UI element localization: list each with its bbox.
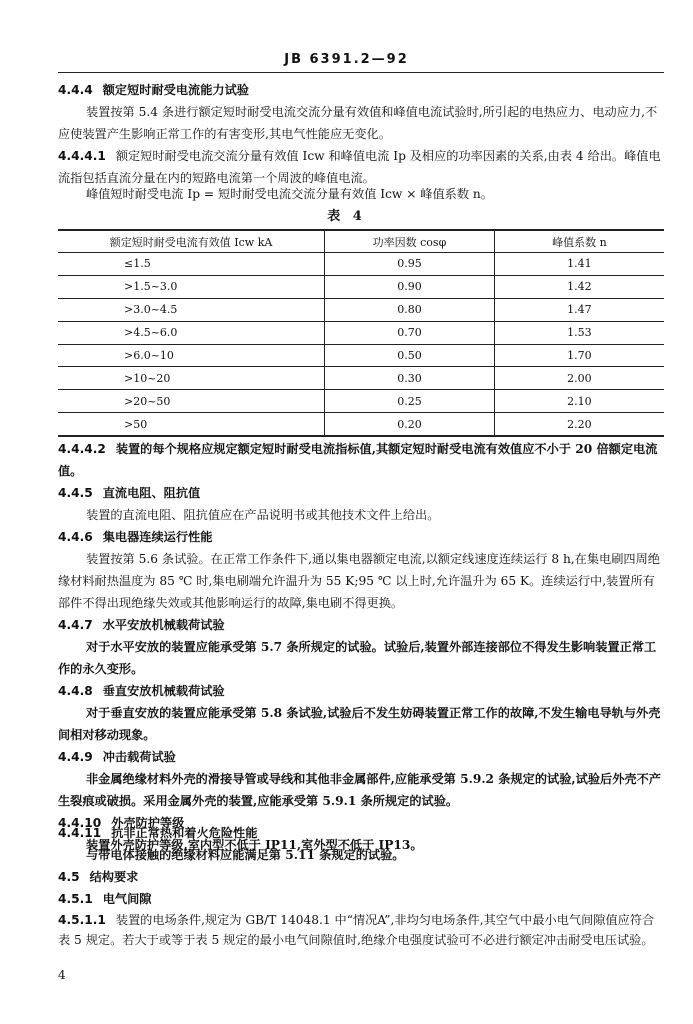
cell-current: >20~50 bbox=[58, 390, 325, 413]
section-number: 4.4.10 bbox=[58, 816, 102, 830]
section-4-4-11-heading bbox=[58, 822, 664, 844]
section-number: 4.4.4.2 bbox=[58, 442, 106, 456]
section-title: 垂直安放机械载荷试验 bbox=[102, 684, 225, 698]
page-number: 4 bbox=[58, 968, 66, 982]
cell-current: >10~20 bbox=[58, 367, 325, 390]
cell-current: >6.0~10 bbox=[58, 344, 325, 367]
section-4-4-7-paragraph: 对于水平安放的装置应能承受第 5.7 条所规定的试验。试验后,装置外部连接部位不得发生影响装置正常工作的永久变形。 bbox=[58, 640, 657, 676]
cell-power-factor: 0.80 bbox=[325, 298, 495, 321]
section-title: 冲击载荷试验 bbox=[102, 750, 176, 764]
section-number: 4.4.6 bbox=[58, 530, 93, 544]
cell-power-factor: 0.25 bbox=[325, 390, 495, 413]
section-title: 结构要求 bbox=[89, 870, 139, 884]
section-4-4-6-heading bbox=[58, 526, 664, 548]
section-4-4-11-paragraph: 与带电体接触的绝缘材料应能满足第 5.11 条规定的试验。 bbox=[86, 848, 405, 862]
section-4-4-9-paragraph: 非金属绝缘材料外壳的滑接导管或导线和其他非金属部件,应能承受第 5.9.2 条规定的试验,试验后外壳不产生裂痕或破损。采用金属外壳的装置,应能承受第 5.9.1 条所规定的试验。 bbox=[58, 772, 661, 808]
cell-power-factor: 0.90 bbox=[325, 275, 495, 298]
table-row bbox=[58, 367, 664, 390]
section-title: 集电器连续运行性能 bbox=[102, 530, 213, 544]
paragraph-text: 额定短时耐受电流交流分量有效值 Icw 和峰值电流 Ip 及相应的功率因素的关系,由表 4 给出。峰值电流指包括直流分量在内的短路电流第一个周波的峰值电流。 bbox=[58, 149, 661, 185]
section-title: 直流电阻、阻抗值 bbox=[102, 486, 201, 500]
section-number: 4.4.11 bbox=[58, 826, 102, 840]
table-row bbox=[58, 390, 664, 413]
cell-peak-factor: 2.20 bbox=[494, 413, 664, 436]
section-4-5-1-heading bbox=[58, 888, 664, 910]
cell-power-factor: 0.95 bbox=[325, 253, 495, 276]
section-4-5-heading bbox=[58, 866, 664, 888]
cell-current: >50 bbox=[58, 413, 325, 436]
section-4-4-8-paragraph: 对于垂直安放的装置应能承受第 5.8 条试验,试验后不发生妨碍装置正常工作的故障,不发生输电导轨与外壳间相对移动现象。 bbox=[58, 706, 661, 742]
section-4-4-9-heading bbox=[58, 746, 664, 768]
cell-peak-factor: 1.53 bbox=[494, 321, 664, 344]
cell-peak-factor: 1.41 bbox=[494, 253, 664, 276]
peak-current-formula: 峰值短时耐受电流 Ip = 短时耐受电流交流分量有效值 Icw × 峰值系数 n。 bbox=[86, 187, 493, 201]
section-number: 4.4.4.1 bbox=[58, 149, 106, 163]
table-4-caption: 表 4 bbox=[327, 209, 366, 224]
section-title: 抗非正常热和着火危险性能 bbox=[111, 826, 258, 840]
table-header-row bbox=[58, 230, 664, 253]
section-4-4-4-paragraph: 装置按第 5.4 条进行额定短时耐受电流交流分量有效值和峰值电流试验时,所引起的电热应力、电动应力,不应使装置产生影响正常工作的有害变形,其电气性能应无变化。 bbox=[58, 105, 658, 141]
table-row bbox=[58, 344, 664, 367]
cell-power-factor: 0.50 bbox=[325, 344, 495, 367]
section-4-4-6-paragraph: 装置按第 5.6 条试验。在正常工作条件下,通以集电器额定电流,以额定线速度连续运行 8 h,在集电刷四周绝缘材料耐热温度为 85 ℃ 时,集电刷端允许温升为 55 K;95 ℃ 以上时,允许温升为 65 K。连续运行中,装置所有部件不得出现绝缘失效或其他影响运行的故障,集电刷不得更换。 bbox=[58, 552, 660, 610]
cell-peak-factor: 1.47 bbox=[494, 298, 664, 321]
section-4-4-10-paragraph: 装置外壳防护等级,室内型不低于 IP11,室外型不低于 IP13。 bbox=[86, 838, 423, 852]
section-number: 4.4.7 bbox=[58, 618, 93, 632]
section-number: 4.4.4 bbox=[58, 83, 93, 97]
section-4-4-5-heading bbox=[58, 482, 664, 504]
table-row bbox=[58, 298, 664, 321]
column-header-peak-factor: 峰值系数 n bbox=[494, 230, 664, 253]
cell-current: ≤1.5 bbox=[58, 253, 325, 276]
cell-peak-factor: 1.42 bbox=[494, 275, 664, 298]
section-title: 外壳防护等级 bbox=[111, 816, 185, 830]
section-4-4-8-heading bbox=[58, 680, 664, 702]
table-row bbox=[58, 253, 664, 276]
section-number: 4.5.1.1 bbox=[58, 913, 106, 927]
header-rule bbox=[58, 72, 664, 73]
paragraph-text: 装置的每个规格应规定额定短时耐受电流指标值,其额定短时耐受电流有效值应不小于 20 倍额定电流值。 bbox=[58, 442, 658, 478]
section-title: 额定短时耐受电流能力试验 bbox=[102, 83, 249, 97]
section-4-5-1-1-paragraph bbox=[58, 910, 664, 950]
cell-power-factor: 0.30 bbox=[325, 367, 495, 390]
table-row bbox=[58, 275, 664, 298]
table-4 bbox=[58, 229, 664, 437]
section-4-4-7-heading bbox=[58, 614, 664, 636]
section-title: 水平安放机械载荷试验 bbox=[102, 618, 225, 632]
cell-peak-factor: 1.70 bbox=[494, 344, 664, 367]
column-header-power-factor: 功率因数 cosφ bbox=[325, 230, 495, 253]
table-row bbox=[58, 413, 664, 436]
cell-power-factor: 0.20 bbox=[325, 413, 495, 436]
section-number: 4.5.1 bbox=[58, 892, 93, 906]
standard-number: JB 6391.2—92 bbox=[284, 52, 409, 67]
table-row bbox=[58, 321, 664, 344]
section-number: 4.4.8 bbox=[58, 684, 93, 698]
section-number: 4.4.9 bbox=[58, 750, 93, 764]
section-title: 电气间隙 bbox=[102, 892, 152, 906]
cell-current: >4.5~6.0 bbox=[58, 321, 325, 344]
section-number: 4.5 bbox=[58, 870, 80, 884]
section-number: 4.4.5 bbox=[58, 486, 93, 500]
cell-power-factor: 0.70 bbox=[325, 321, 495, 344]
paragraph-text: 装置的电场条件,规定为 GB/T 14048.1 中“情况A”,非均匀电场条件,其空气中最小电气间隙值应符合表 5 规定。若大于或等于表 5 规定的最小电气间隙值时,绝缘介电强度试验可不必进行额定冲击耐受电压试验。 bbox=[58, 913, 655, 947]
section-4-4-4-heading bbox=[58, 79, 664, 101]
cell-peak-factor: 2.10 bbox=[494, 390, 664, 413]
section-4-4-4-2-paragraph bbox=[58, 438, 664, 482]
cell-peak-factor: 2.00 bbox=[494, 367, 664, 390]
column-header-current: 额定短时耐受电流有效值 Icw kA bbox=[58, 230, 325, 253]
section-4-4-5-paragraph: 装置的直流电阻、阻抗值应在产品说明书或其他技术文件上给出。 bbox=[86, 508, 440, 522]
cell-current: >3.0~4.5 bbox=[58, 298, 325, 321]
cell-current: >1.5~3.0 bbox=[58, 275, 325, 298]
